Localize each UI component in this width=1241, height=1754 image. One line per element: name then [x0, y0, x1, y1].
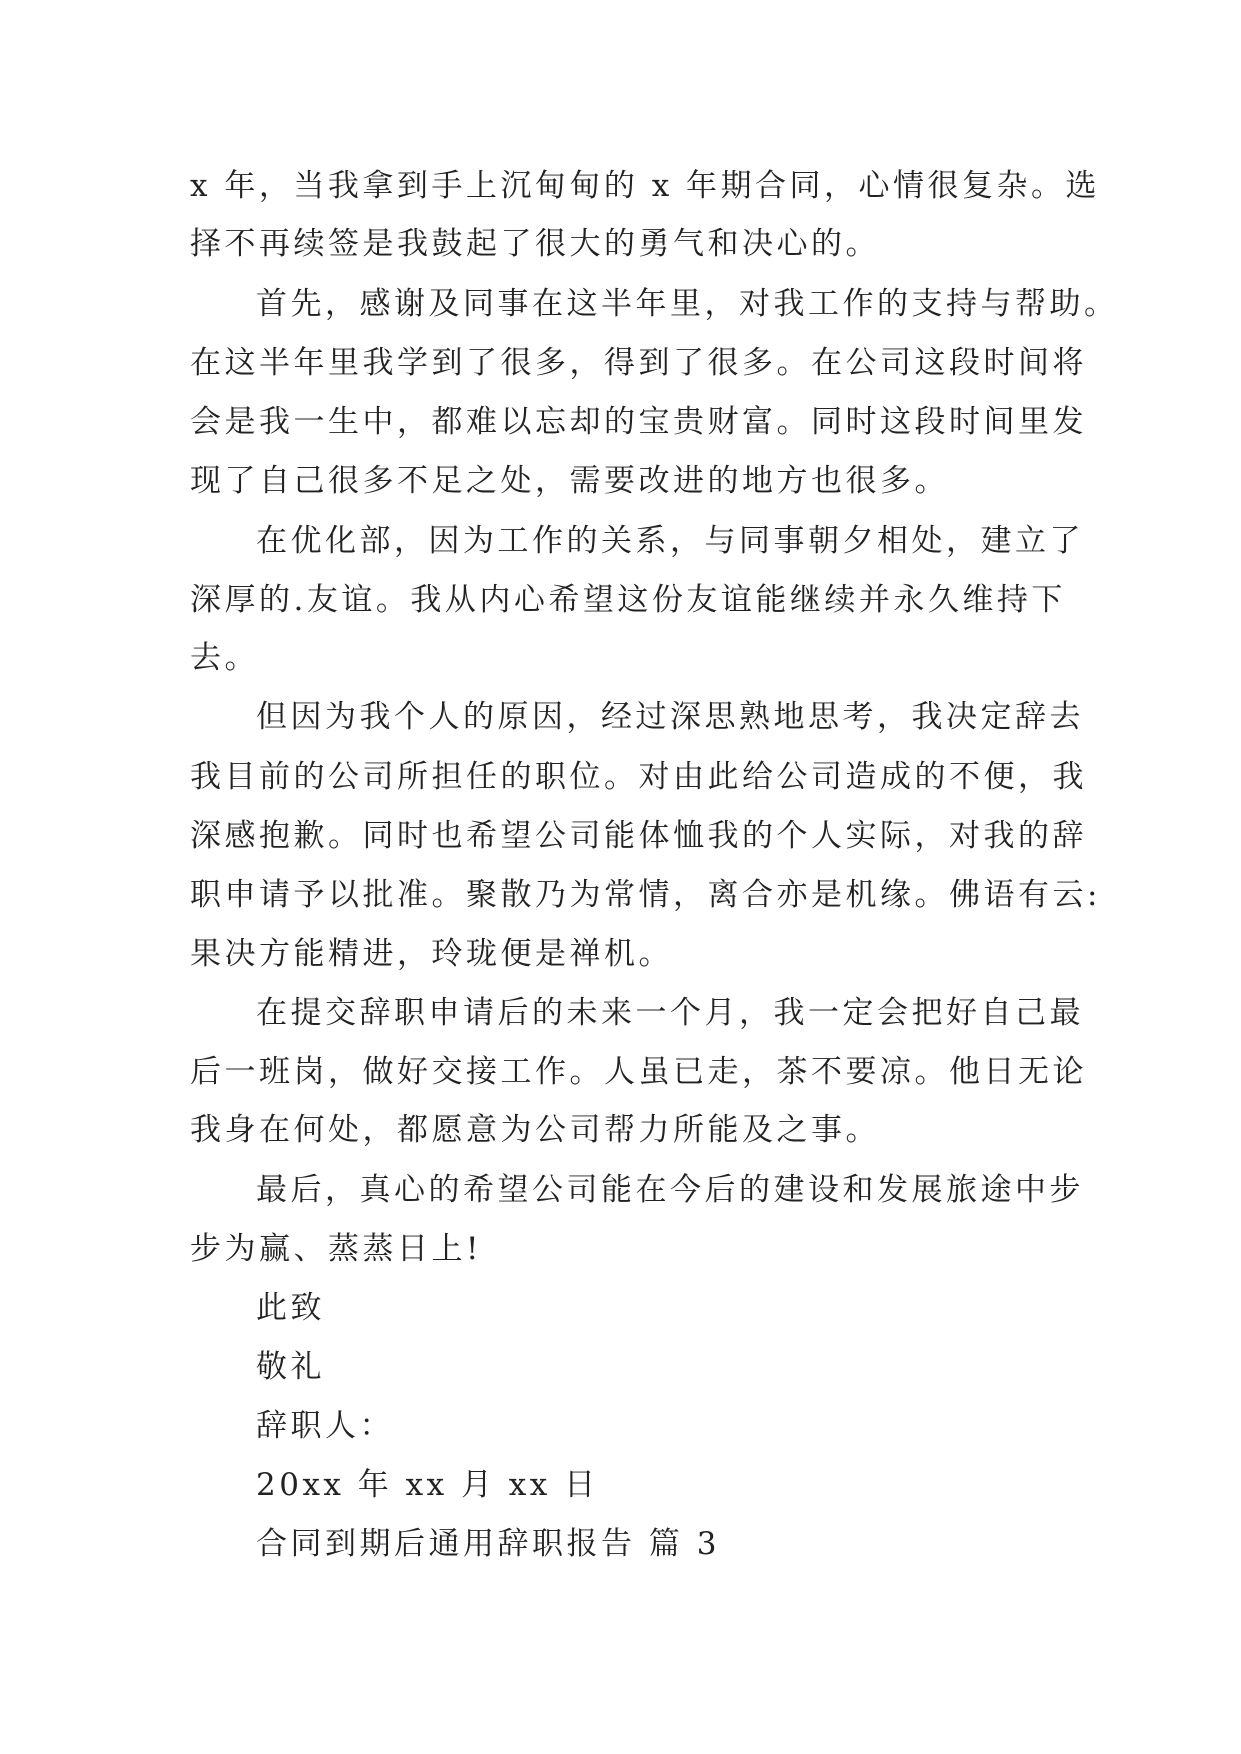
paragraph-start-line: 在提交辞职申请后的未来一个月，我一定会把好自己最 — [256, 995, 1084, 1031]
body-line: 后一班岗，做好交接工作。人虽已走，茶不要凉。他日无论 — [190, 1054, 1087, 1090]
body-line: 我身在何处，都愿意为公司帮力所能及之事。 — [190, 1112, 880, 1148]
body-line: 现了自己很多不足之处，需要改进的地方也很多。 — [190, 463, 949, 499]
date-line: 20xx 年 xx 月 xx 日 — [256, 1467, 599, 1503]
body-line: x 年，当我拿到手上沉甸甸的 x 年期合同，心情很复杂。选 — [190, 168, 1101, 204]
body-line: 我目前的公司所担任的职位。对由此给公司造成的不便，我 — [190, 759, 1087, 795]
body-line: 果决方能精进，玲珑便是禅机。 — [190, 936, 673, 972]
body-line: 深感抱歉。同时也希望公司能体恤我的个人实际，对我的辞 — [190, 818, 1087, 854]
paragraph-start-line: 在优化部，因为工作的关系，与同事朝夕相处，建立了 — [256, 523, 1084, 559]
body-line: 步为赢、蒸蒸日上! — [190, 1231, 482, 1267]
body-line: 深厚的.友谊。我从内心希望这份友谊能继续并永久维持下 — [190, 582, 1066, 618]
body-line: 在这半年里我学到了很多，得到了很多。在公司这段时间将 — [190, 345, 1087, 381]
signature-line: 辞职人： — [256, 1408, 394, 1444]
paragraph-start-line: 但因为我个人的原因，经过深思熟地思考，我决定辞去 — [256, 699, 1084, 735]
section-heading: 合同到期后通用辞职报告 篇 3 — [256, 1526, 720, 1562]
body-line: 职申请予以批准。聚散乃为常情，离合亦是机缘。佛语有云: — [190, 877, 1101, 913]
paragraph-start-line: 最后，真心的希望公司能在今后的建设和发展旅途中步 — [256, 1172, 1084, 1208]
salutation-line: 敬礼 — [256, 1349, 325, 1385]
closing-line: 此致 — [256, 1290, 325, 1326]
paragraph-start-line: 首先，感谢及同事在这半年里，对我工作的支持与帮助。 — [256, 286, 1119, 322]
body-line: 择不再续签是我鼓起了很大的勇气和决心的。 — [190, 226, 880, 262]
body-line: 会是我一生中，都难以忘却的宝贵财富。同时这段时间里发 — [190, 404, 1087, 440]
body-line: 去。 — [190, 640, 259, 676]
